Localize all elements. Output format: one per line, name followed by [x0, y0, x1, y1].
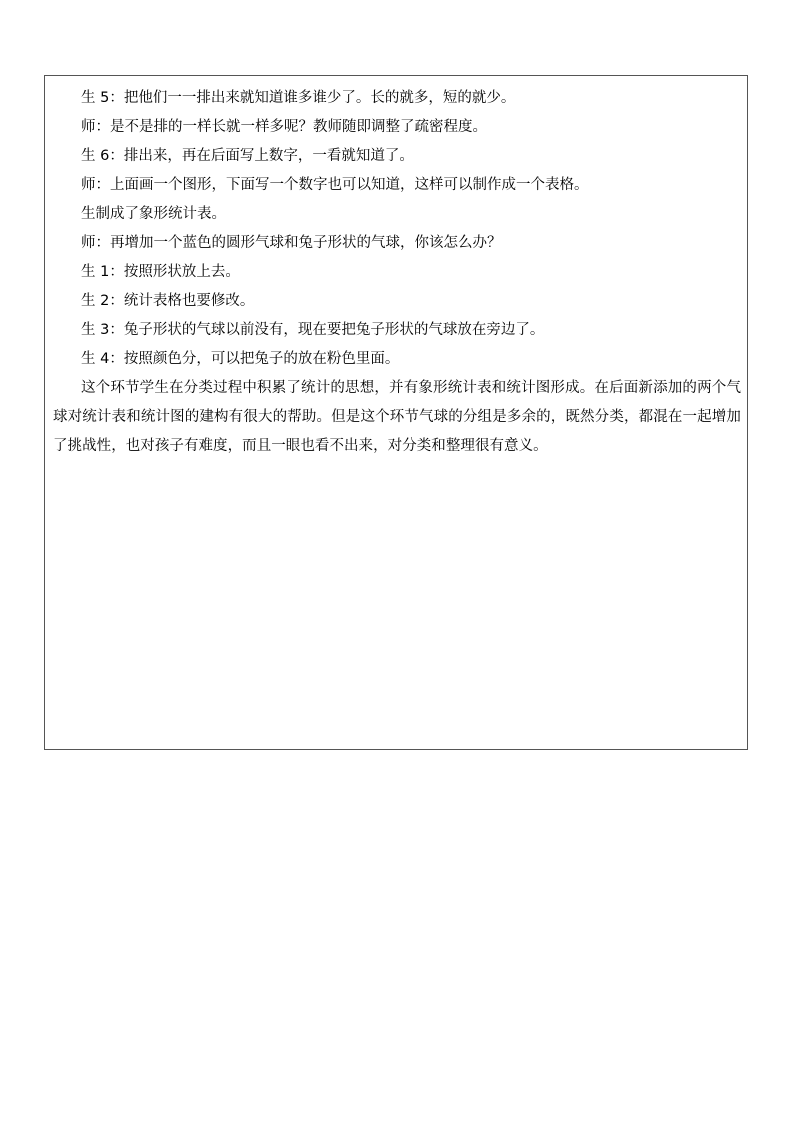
cell-content [53, 84, 741, 461]
dialogue-line: 生 2：统计表格也要修改。 [81, 293, 255, 309]
dialogue-line: 师：上面画一个图形，下面写一个数字也可以知道，这样可以制作成一个表格。 [81, 177, 589, 193]
dialogue-line: 生 3：兔子形状的气球以前没有，现在要把兔子形状的气球放在旁边了。 [81, 322, 545, 338]
dialogue-line: 生制成了象形统计表。 [81, 206, 226, 222]
dialogue-line: 生 5：把他们一一排出来就知道谁多谁少了。长的就多，短的就少。 [81, 90, 516, 106]
dialogue-line: 师：是不是排的一样长就一样多呢？教师随即调整了疏密程度。 [81, 119, 487, 135]
dialogue-line: 生 4：按照颜色分，可以把兔子的放在粉色里面。 [81, 351, 400, 367]
dialogue-line: 生 1：按照形状放上去。 [81, 264, 240, 280]
dialogue-line: 生 6：排出来，再在后面写上数字，一看就知道了。 [81, 148, 414, 164]
summary-paragraph: 这个环节学生在分类过程中积累了统计的思想，并有象形统计表和统计图形成。在后面新添加的两个气球对统计表和统计图的建构有很大的帮助。但是这个环节气球的分组是多余的，既然分类，都混在一起增加了挑战性，也对孩子有难度，而且一眼也看不出来，对分类和整理很有意义。 [53, 380, 741, 454]
table-cell-frame [44, 75, 748, 750]
dialogue-line: 师：再增加一个蓝色的圆形气球和兔子形状的气球，你该怎么办？ [81, 235, 502, 251]
